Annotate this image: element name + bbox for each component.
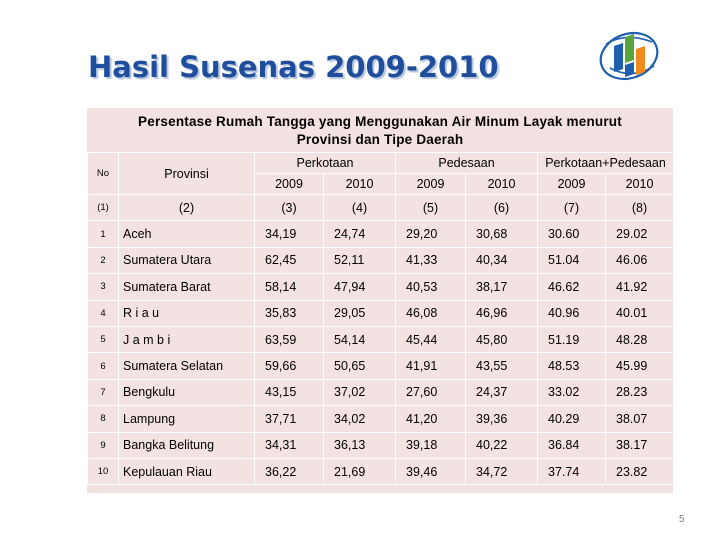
- value-cell: 30,68: [466, 221, 538, 247]
- bps-logo-icon: [596, 24, 662, 86]
- value-cell: 46.62: [538, 274, 606, 300]
- value-cell: 30.60: [538, 221, 606, 247]
- value-cell: 27,60: [396, 379, 466, 405]
- value-cell: 48.53: [538, 353, 606, 379]
- slide-title: Hasil Susenas 2009-2010: [88, 50, 499, 84]
- value-cell: 40.96: [538, 300, 606, 326]
- header-year: 2010: [466, 174, 538, 195]
- row-number: 10: [88, 458, 119, 484]
- row-number: 1: [88, 221, 119, 247]
- province-name: R i a u: [119, 300, 255, 326]
- row-number: 9: [88, 432, 119, 458]
- value-cell: 40,34: [466, 247, 538, 273]
- value-cell: 59,66: [255, 353, 324, 379]
- value-cell: 63,59: [255, 326, 324, 352]
- row-number: 8: [88, 406, 119, 432]
- value-cell: 39,18: [396, 432, 466, 458]
- table-row: [88, 274, 674, 300]
- header-group-perkotaan-pedesaan: Perkotaan+Pedesaan: [538, 153, 674, 174]
- value-cell: 46.06: [606, 247, 674, 273]
- row-number: 4: [88, 300, 119, 326]
- table-caption: [87, 108, 673, 152]
- value-cell: 62,45: [255, 247, 324, 273]
- value-cell: 45,80: [466, 326, 538, 352]
- header-year: 2009: [396, 174, 466, 195]
- header-year: 2009: [255, 174, 324, 195]
- header-year: 2010: [324, 174, 396, 195]
- province-name: Sumatera Selatan: [119, 353, 255, 379]
- province-name: J a m b i: [119, 326, 255, 352]
- table-row: [88, 247, 674, 273]
- column-number: (5): [396, 195, 466, 221]
- value-cell: 38.17: [606, 432, 674, 458]
- value-cell: 37,02: [324, 379, 396, 405]
- value-cell: 39,46: [396, 458, 466, 484]
- value-cell: 45,44: [396, 326, 466, 352]
- value-cell: 54,14: [324, 326, 396, 352]
- table-row: [88, 406, 674, 432]
- value-cell: 35,83: [255, 300, 324, 326]
- table-row: [88, 300, 674, 326]
- value-cell: 23.82: [606, 458, 674, 484]
- table-caption-line-1: Persentase Rumah Tangga yang Menggunakan Air Minum Layak menurut: [138, 114, 622, 129]
- data-table: [87, 152, 674, 485]
- value-cell: 41,91: [396, 353, 466, 379]
- value-cell: 33.02: [538, 379, 606, 405]
- province-name: Lampung: [119, 406, 255, 432]
- page-number: 5: [679, 514, 685, 525]
- value-cell: 43,15: [255, 379, 324, 405]
- header-group-perkotaan: Perkotaan: [255, 153, 396, 174]
- value-cell: 40.01: [606, 300, 674, 326]
- table-body: [88, 221, 674, 485]
- value-cell: 34,02: [324, 406, 396, 432]
- value-cell: 24,37: [466, 379, 538, 405]
- value-cell: 37,71: [255, 406, 324, 432]
- value-cell: 24,74: [324, 221, 396, 247]
- value-cell: 47,94: [324, 274, 396, 300]
- value-cell: 43,55: [466, 353, 538, 379]
- value-cell: 40.29: [538, 406, 606, 432]
- value-cell: 41,33: [396, 247, 466, 273]
- value-cell: 39,36: [466, 406, 538, 432]
- province-name: Kepulauan Riau: [119, 458, 255, 484]
- province-name: Bangka Belitung: [119, 432, 255, 458]
- province-name: Bengkulu: [119, 379, 255, 405]
- province-name: Sumatera Barat: [119, 274, 255, 300]
- value-cell: 29.02: [606, 221, 674, 247]
- value-cell: 38,17: [466, 274, 538, 300]
- header-provinsi: Provinsi: [119, 153, 255, 195]
- value-cell: 41,20: [396, 406, 466, 432]
- row-number: 7: [88, 379, 119, 405]
- value-cell: 46,08: [396, 300, 466, 326]
- value-cell: 58,14: [255, 274, 324, 300]
- column-number: (8): [606, 195, 674, 221]
- column-number: (1): [88, 195, 119, 221]
- row-number: 3: [88, 274, 119, 300]
- value-cell: 50,65: [324, 353, 396, 379]
- value-cell: 34,19: [255, 221, 324, 247]
- table-row: [88, 353, 674, 379]
- table-row: [88, 432, 674, 458]
- province-name: Aceh: [119, 221, 255, 247]
- value-cell: 34,31: [255, 432, 324, 458]
- data-table-panel: [87, 108, 673, 493]
- row-number: 6: [88, 353, 119, 379]
- value-cell: 52,11: [324, 247, 396, 273]
- header-group-pedesaan: Pedesaan: [396, 153, 538, 174]
- value-cell: 36,22: [255, 458, 324, 484]
- column-number: (7): [538, 195, 606, 221]
- header-row-column-numbers: [88, 195, 674, 221]
- value-cell: 51.04: [538, 247, 606, 273]
- value-cell: 34,72: [466, 458, 538, 484]
- value-cell: 46,96: [466, 300, 538, 326]
- value-cell: 29,05: [324, 300, 396, 326]
- header-row-groups: [88, 153, 674, 174]
- header-year: 2009: [538, 174, 606, 195]
- row-number: 2: [88, 247, 119, 273]
- table-row: [88, 379, 674, 405]
- value-cell: 41.92: [606, 274, 674, 300]
- value-cell: 36,13: [324, 432, 396, 458]
- table-caption-line-2: Provinsi dan Tipe Daerah: [296, 132, 464, 147]
- value-cell: 38.07: [606, 406, 674, 432]
- value-cell: 40,22: [466, 432, 538, 458]
- value-cell: 28.23: [606, 379, 674, 405]
- value-cell: 21,69: [324, 458, 396, 484]
- column-number: (2): [119, 195, 255, 221]
- value-cell: 29,20: [396, 221, 466, 247]
- header-no: No: [88, 153, 119, 195]
- value-cell: 48.28: [606, 326, 674, 352]
- table-row: [88, 221, 674, 247]
- province-name: Sumatera Utara: [119, 247, 255, 273]
- value-cell: 45.99: [606, 353, 674, 379]
- value-cell: 37.74: [538, 458, 606, 484]
- header-year: 2010: [606, 174, 674, 195]
- column-number: (6): [466, 195, 538, 221]
- value-cell: 36.84: [538, 432, 606, 458]
- row-number: 5: [88, 326, 119, 352]
- column-number: (4): [324, 195, 396, 221]
- value-cell: 40,53: [396, 274, 466, 300]
- table-row: [88, 458, 674, 484]
- column-number: (3): [255, 195, 324, 221]
- table-row: [88, 326, 674, 352]
- value-cell: 51.19: [538, 326, 606, 352]
